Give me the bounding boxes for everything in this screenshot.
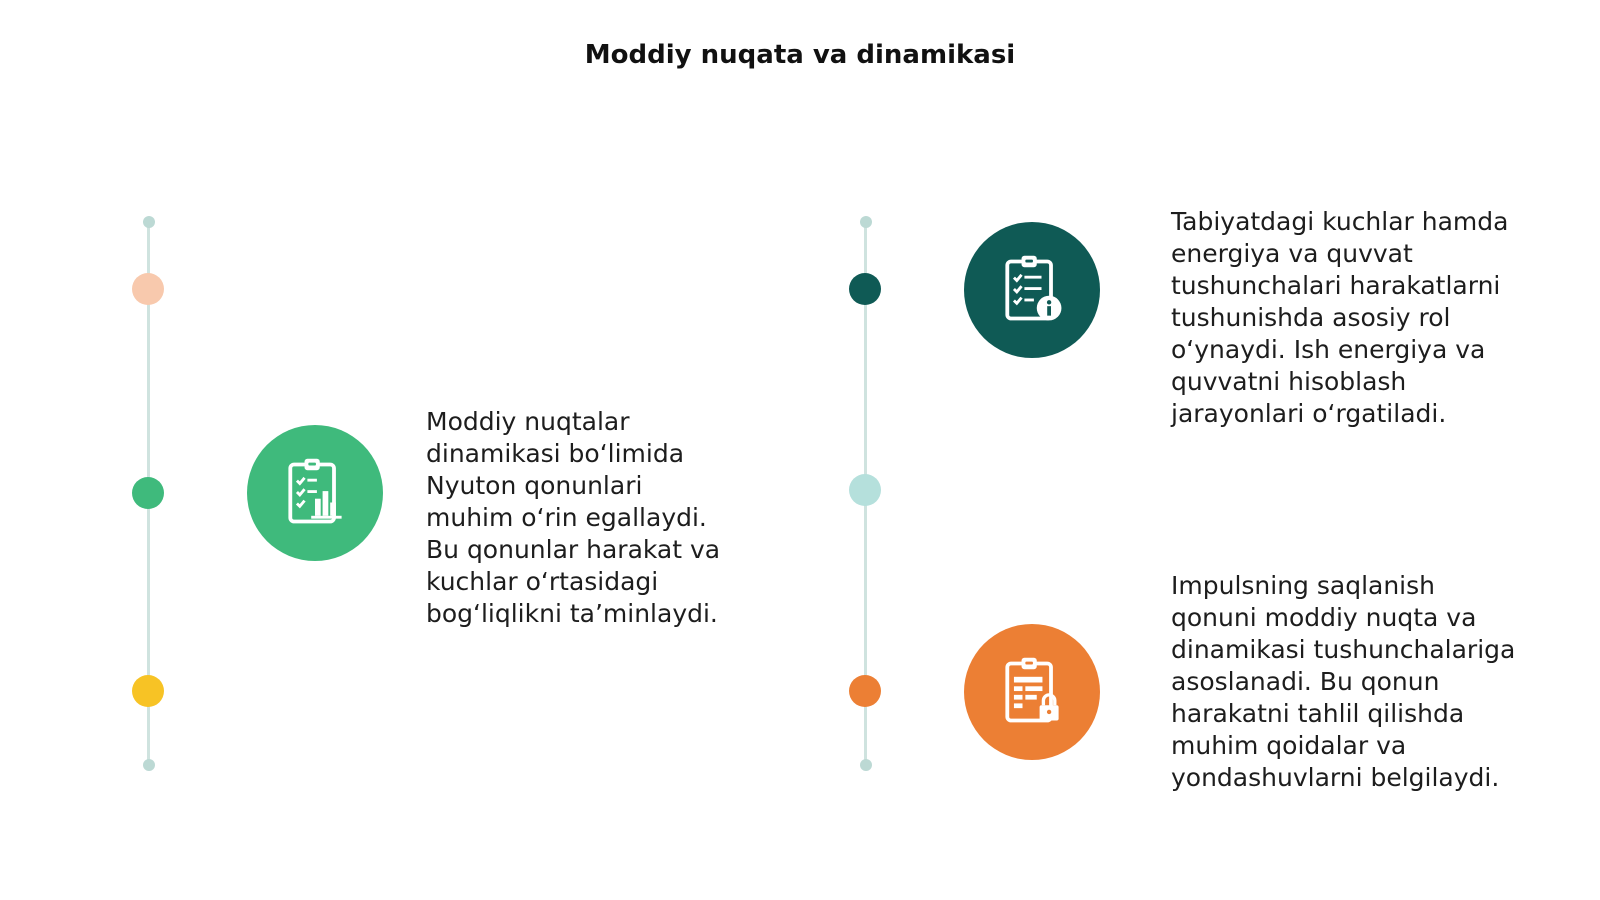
timeline-node-peach [132,273,164,305]
timeline-node-dark-teal [849,273,881,305]
clipboard-lock-icon [994,654,1070,730]
page-title: Moddiy nuqata va dinamikasi [584,40,1016,70]
timeline-start-dot [143,216,155,228]
item-text: Moddiy nuqtalar dinamikasi bo‘limida Nyuton qonunlari muhim o‘rin egallaydi. Bu qonunlar harakat va kuchlar o‘rtasidagi bog‘liqlikni ta’minlaydi. [426,407,721,628]
clipboard-info-icon [994,252,1070,328]
icon-badge-orange [964,624,1100,760]
icon-badge-green [247,425,383,561]
timeline-end-dot [143,759,155,771]
timeline-node-light-teal [849,474,881,506]
timeline-end-dot [860,759,872,771]
item-text: Impulsning saqlanish qonuni moddiy nuqta va dinamikasi tushunchalariga asoslanadi. Bu qonun harakatni tahlil qilishda muhim qoidalar va yondashuvlarni belgilaydi. [1171,571,1516,792]
clipboard-chart-icon [277,455,353,531]
icon-badge-dark-teal [964,222,1100,358]
timeline-node-yellow [132,675,164,707]
timeline-node-orange [849,675,881,707]
item-text: Tabiyatdagi kuchlar hamda energiya va quvvat tushunchalari harakatlarni tushunishda asosiy rol o‘ynaydi. Ish energiya va quvvatni hisoblash jarayonlari o‘rgatiladi. [1171,207,1509,428]
timeline-start-dot [860,216,872,228]
timeline-node-green [132,477,164,509]
